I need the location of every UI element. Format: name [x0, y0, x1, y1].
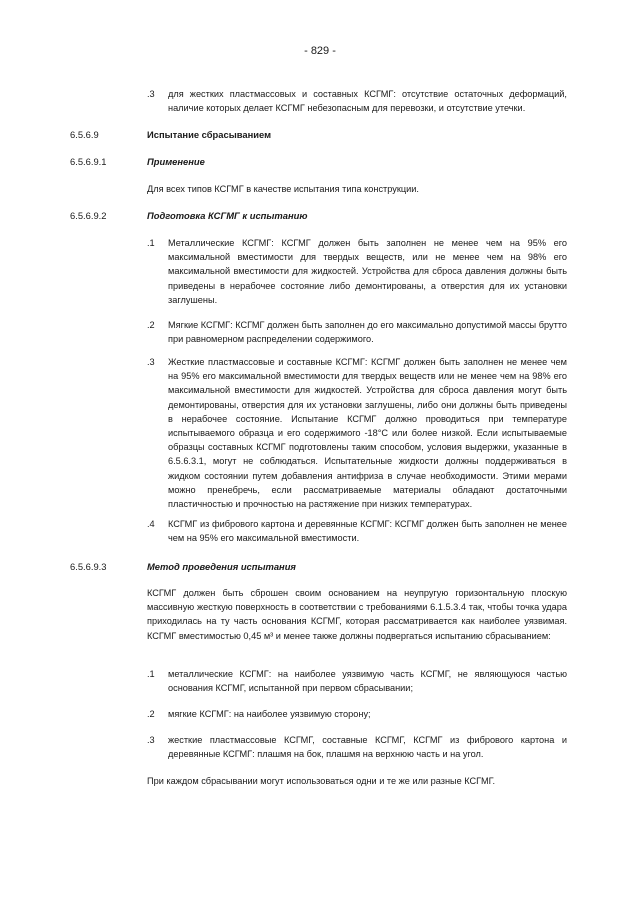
section-number: 6.5.6.9.1	[70, 156, 107, 167]
list-item-number: .2	[147, 709, 155, 719]
paragraph: При каждом сбрасывании могут использоваться одни и те же или разные КСГМГ.	[147, 776, 496, 786]
section-title: Подготовка КСГМГ к испытанию	[147, 210, 308, 221]
list-item-text: мягкие КСГМГ: на наиболее уязвимую сторону;	[168, 709, 371, 719]
list-item	[147, 733, 567, 761]
list-item	[147, 87, 567, 115]
section-title: Метод проведения испытания	[147, 561, 296, 572]
list-item-number: .3	[147, 357, 155, 367]
list-item	[147, 318, 567, 346]
list-item-text: Металлические КСГМГ: КСГМГ должен быть заполнен не менее чем на 95% его максимальной вместимости для твердых веществ, или не менее чем на 98% его максимальной вместимости для жидкостей. Устройства для сброса давления должны быть приведены в нерабочее состояние либо демонтированы, а отверстия для их установки заглушены.	[168, 238, 567, 305]
section-title: Применение	[147, 156, 205, 167]
list-item	[147, 355, 567, 511]
list-item	[147, 667, 567, 695]
list-item-number: .3	[147, 735, 155, 745]
section-number: 6.5.6.9.3	[70, 561, 107, 572]
section-title: Испытание сбрасыванием	[147, 129, 272, 140]
section-number: 6.5.6.9.2	[70, 210, 107, 221]
list-item-text: для жестких пластмассовых и составных КСГМГ: отсутствие остаточных деформаций, наличие которых делает КСГМГ небезопасным для перевозки, и отсутствие утечки.	[168, 89, 567, 114]
list-item	[147, 707, 567, 721]
list-item-text: КСГМГ из фибрового картона и деревянные КСГМГ: КСГМГ должен быть заполнен не менее чем на 95% его максимальной вместимости.	[168, 519, 567, 544]
list-item-number: .4	[147, 519, 155, 529]
list-item-number: .1	[147, 238, 155, 248]
list-item-number: .3	[147, 89, 155, 99]
list-item	[147, 517, 567, 545]
list-item-text: Жесткие пластмассовые и составные КСГМГ: КСГМГ должен быть заполнен не менее чем на 95% его максимальной вместимости для твердых веществ или не менее чем на 98% его максимальной вместимости для жидкостей. Устройства для сброса давления могут быть демонтированы, отверстия для их установки заглушены, либо они должны быть приведены в нерабочее состояние. Испытание КСГМГ должно проводиться при температуре испытываемого образца и его содержимого -18°С или более низкой. Если испытываемые образцы составных КСГМГ подготовлены таким способом, условия выдержки, указанные в 6.5.6.3.1, могут не соблюдаться. Испытательные жидкости должны поддерживаться в жидком состоянии путем добавления антифриза в случае необходимости. Этими мерами можно пренебречь, если рассматриваемые материалы обладают достаточными пластичностью и прочностью на растяжение при низких температурах.	[168, 357, 567, 510]
paragraph: Для всех типов КСГМГ в качестве испытания типа конструкции.	[147, 184, 419, 194]
list-item-number: .1	[147, 669, 155, 679]
list-item-text: металлические КСГМГ: на наиболее уязвимую часть КСГМГ, не являющуюся частью основания КСГМГ, испытанной при первом сбрасывании;	[168, 669, 567, 694]
paragraph: КСГМГ должен быть сброшен своим основанием на неупругую горизонтальную плоскую массивную жесткую поверхность в соответствии с требованиями 6.1.5.3.4 так, чтобы точка удара приходилась на ту часть основания КСГМГ, которая рассматривается как наиболее уязвимая. КСГМГ вместимостью 0,45 м³ и менее также должны подвергаться испытанию сбрасыванием:	[147, 588, 567, 641]
list-item-text: жесткие пластмассовые КСГМГ, составные КСГМГ, КСГМГ из фибрового картона и деревянные КСГМГ: плашмя на бок, плашмя на верхнюю часть и на угол.	[168, 735, 567, 760]
page-number: - 829 -	[304, 45, 336, 57]
list-item-text: Мягкие КСГМГ: КСГМГ должен быть заполнен до его максимально допустимой массы брутто при равномерном распределении содержимого.	[168, 320, 567, 345]
list-item	[147, 236, 567, 307]
section-number: 6.5.6.9	[70, 129, 99, 140]
list-item-number: .2	[147, 320, 155, 330]
